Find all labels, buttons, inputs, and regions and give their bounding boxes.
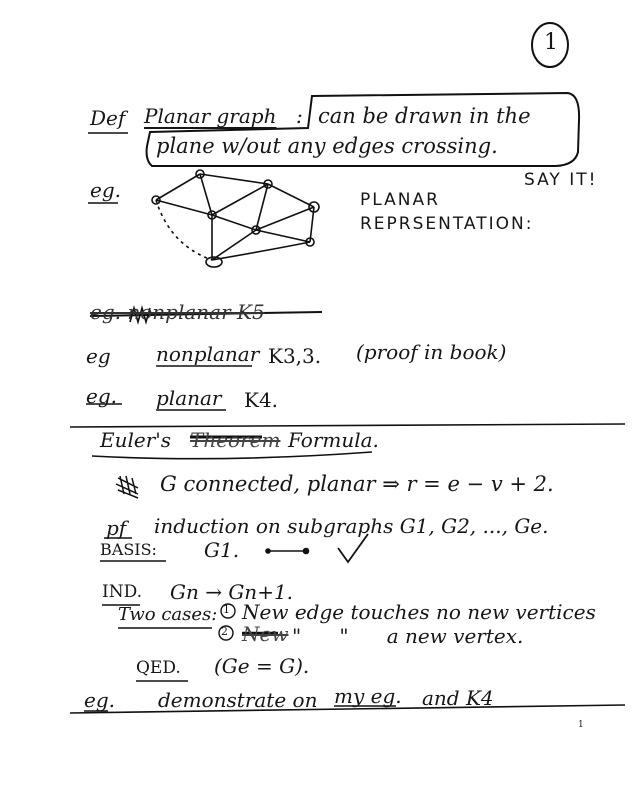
last-line-label: eg. bbox=[84, 688, 115, 712]
last-line-underlined: my eg. bbox=[334, 684, 402, 708]
def-text-line2: plane w/out any edges crossing. bbox=[156, 134, 498, 158]
example3-word: planar bbox=[156, 386, 222, 410]
example2-note: (proof in book) bbox=[356, 340, 507, 364]
qed-label: QED. bbox=[136, 658, 181, 678]
euler-statement: G connected, planar ⇒ r = e − v + 2. bbox=[160, 472, 554, 496]
def-label: Def bbox=[90, 106, 126, 130]
corner-mark: 1 bbox=[578, 720, 584, 730]
example2-word: nonplanar bbox=[156, 342, 260, 366]
def-text-line1: can be drawn in the bbox=[318, 104, 531, 128]
planar-caption-line2: REPRSENTATION: bbox=[360, 214, 534, 234]
crossed-out-line: eg. nonplanar K5 bbox=[90, 300, 265, 324]
euler-title-struck: Theorem bbox=[190, 428, 281, 452]
basis-label: BASIS: bbox=[100, 540, 157, 559]
case2-struck: New bbox=[242, 622, 289, 646]
case2-number: 2 bbox=[221, 625, 228, 638]
case1-text: New edge touches no new vertices bbox=[242, 600, 596, 624]
case1-number: 1 bbox=[223, 603, 230, 616]
last-line-tail: and K4 bbox=[422, 686, 494, 710]
ind-label: IND. bbox=[102, 582, 143, 602]
proof-label: pf bbox=[106, 516, 127, 540]
planar-caption-line1: PLANAR bbox=[360, 190, 440, 210]
cases-label: Two cases: bbox=[118, 604, 218, 625]
planar-graph-drawing bbox=[152, 170, 319, 267]
example2-graph: K3,3. bbox=[268, 344, 322, 368]
say-it-note: SAY IT! bbox=[524, 170, 598, 190]
def-colon: : bbox=[296, 104, 303, 128]
page-number: 1 bbox=[544, 30, 558, 55]
example3-label: eg. bbox=[86, 384, 117, 408]
last-line-text: demonstrate on bbox=[158, 688, 318, 712]
euler-title-a: Euler's bbox=[100, 428, 172, 452]
case2-text: " " a new vertex. bbox=[292, 624, 524, 648]
def-term: Planar graph bbox=[144, 104, 277, 128]
qed-text: (Ge = G). bbox=[214, 654, 310, 678]
example1-label: eg. bbox=[90, 178, 121, 202]
example3-graph: K4. bbox=[244, 388, 279, 412]
euler-title-b: Formula. bbox=[288, 428, 379, 452]
example2-label: eg bbox=[86, 344, 111, 368]
scribble-mark bbox=[116, 476, 138, 498]
basis-text: G1. bbox=[204, 538, 240, 562]
proof-text: induction on subgraphs G1, G2, ..., Ge. bbox=[154, 514, 549, 538]
ind-step: Gn → Gn+1. bbox=[170, 580, 294, 604]
